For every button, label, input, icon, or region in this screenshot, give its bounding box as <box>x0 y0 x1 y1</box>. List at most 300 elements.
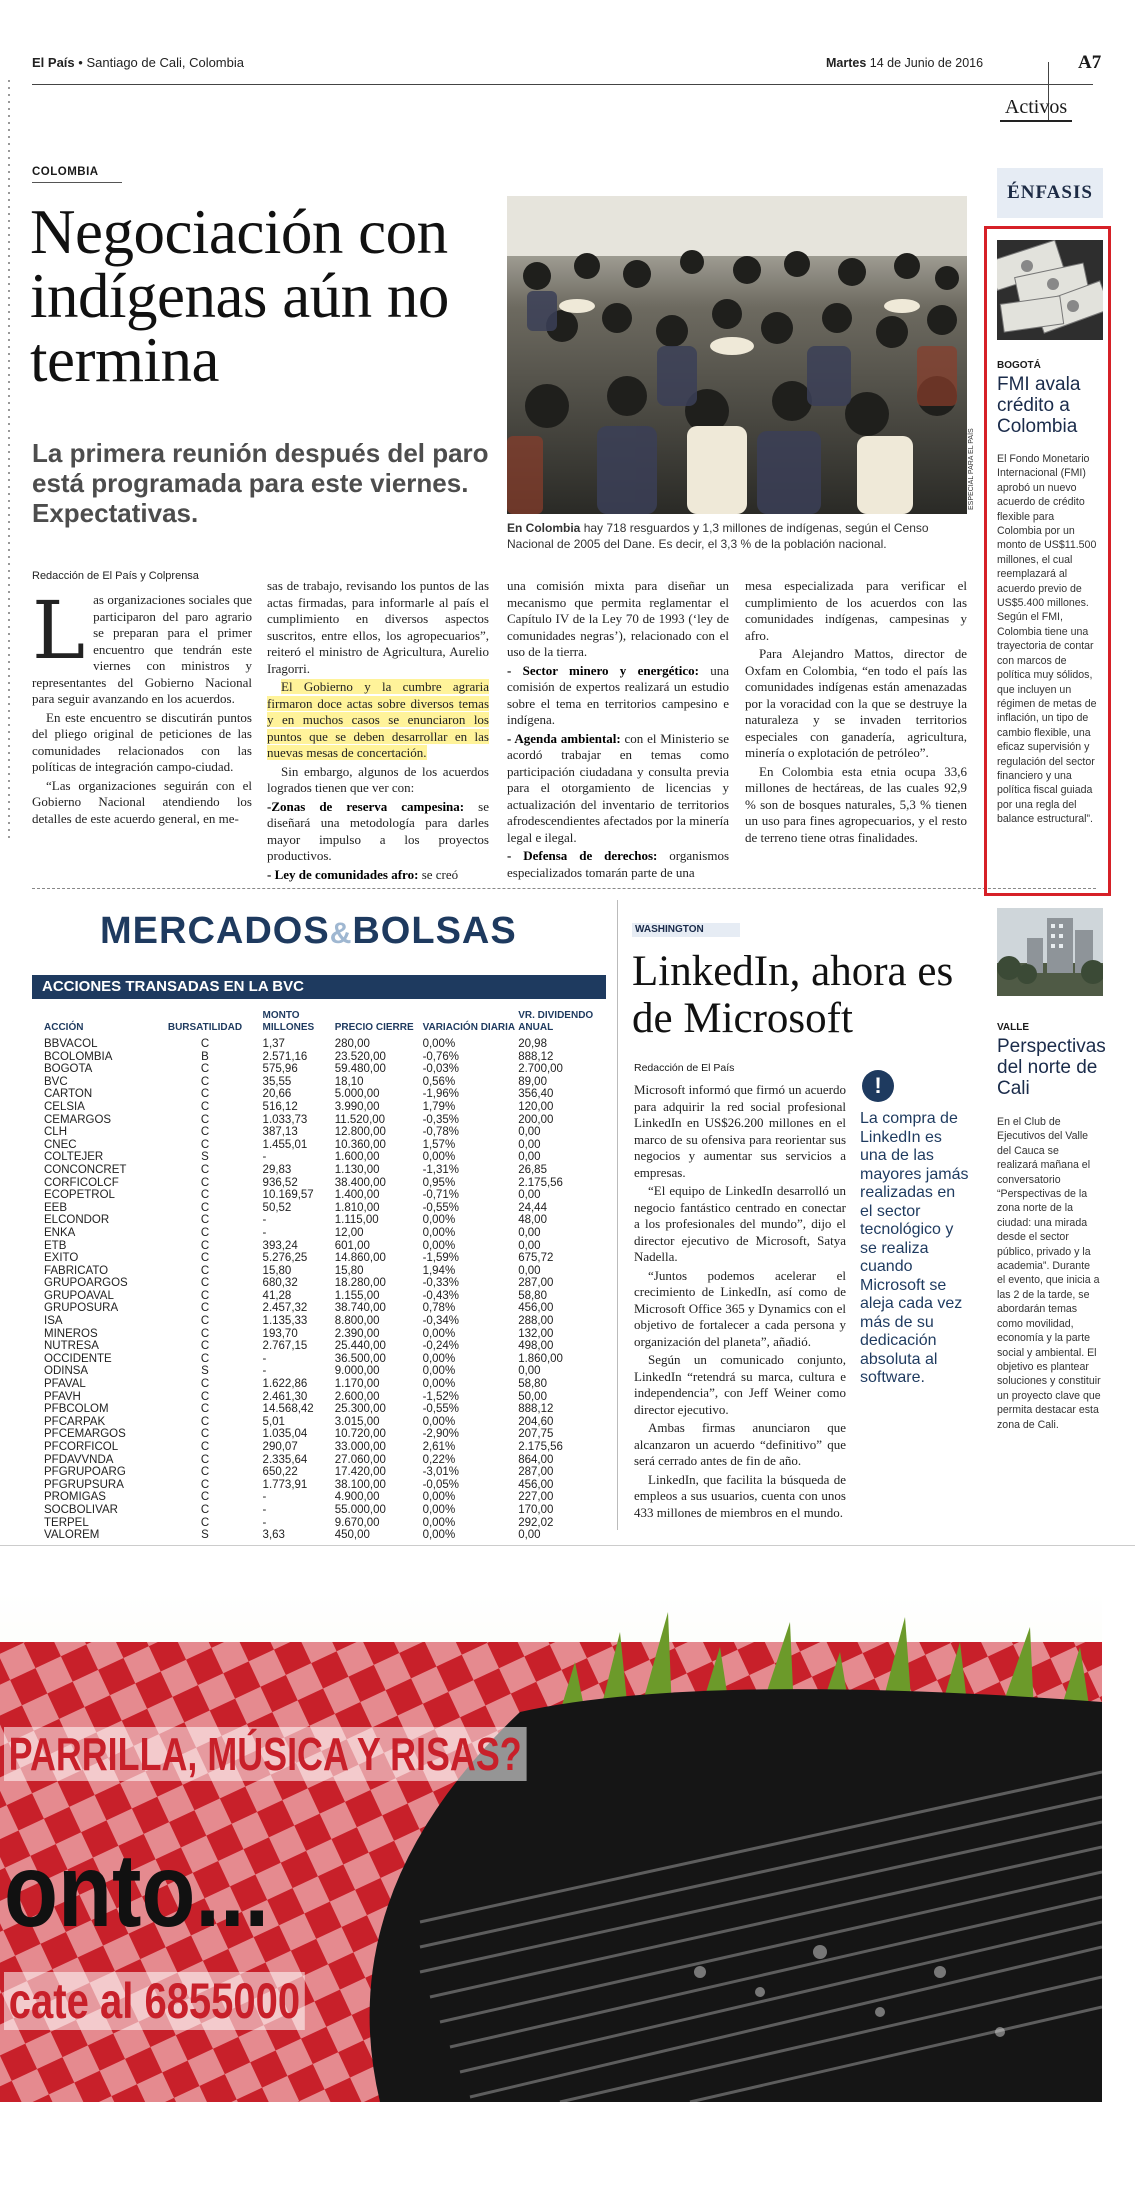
stock-cell: 0,00% <box>422 1038 456 1050</box>
ad-line2: onto... <box>4 1833 270 1949</box>
linkedin-p3: “Juntos podemos acelerar el crecimiento de LinkedIn, así como de Microsoft Office 365 y Dynamics con el objetivo de fortalecer a cada persona y organización del planeta”, añadió. <box>634 1267 846 1349</box>
stock-cell: 1.033,73 <box>262 1113 308 1126</box>
stock-cell: S <box>201 1529 209 1542</box>
crowd-photo <box>507 196 967 514</box>
linkedin-p5: Ambas firmas anunciaron que alcanzaron un acuerdo “definitivo” que será cerrado antes de fin de año. <box>634 1420 846 1468</box>
stock-cell: -1,59% <box>422 1252 459 1265</box>
publication-location: Santiago de Cali, Colombia <box>86 55 244 70</box>
stock-cell: 14.860,00 <box>334 1252 386 1265</box>
stock-cell: 1.622,86 <box>262 1378 308 1391</box>
stock-cell: C <box>200 1088 210 1101</box>
stock-cell: -0,34% <box>422 1315 459 1328</box>
stock-cell: 0,78% <box>422 1302 456 1315</box>
folio-day: Martes <box>826 56 867 70</box>
stock-cell: 227,00 <box>518 1491 554 1504</box>
stock-cell: 89,00 <box>518 1075 547 1088</box>
stock-cell: 58,80 <box>518 1378 547 1391</box>
mercados-title-right: BOLSAS <box>352 910 517 952</box>
stock-row <box>32 1202 606 1215</box>
stock-cell: 2.600,00 <box>334 1390 380 1403</box>
stock-cell: C <box>200 1441 210 1453</box>
stock-cell: 888,12 <box>518 1403 554 1416</box>
publication-name: El País <box>32 55 75 70</box>
stock-cell: C <box>200 1428 210 1441</box>
stock-row <box>32 1139 606 1152</box>
stock-cell: C <box>200 1126 210 1139</box>
stock-cell: 58,80 <box>518 1289 547 1302</box>
col-dividendo: VR. DIVIDENDO ANUAL <box>518 1010 594 1033</box>
stock-cell: 356,40 <box>518 1088 554 1101</box>
section-name: Activos <box>1000 96 1072 122</box>
stock-cell: C <box>200 1415 210 1428</box>
valle-headline: Perspectivas del norte de Cali <box>997 1036 1106 1099</box>
stock-cell: 0,00 <box>518 1126 541 1139</box>
stock-cell: 575,96 <box>262 1063 298 1076</box>
stock-cell: 0,00 <box>518 1226 541 1239</box>
stock-cell: 601,00 <box>334 1239 370 1252</box>
stock-cell: 0,00 <box>518 1529 541 1542</box>
stock-cell: 456,00 <box>518 1478 554 1491</box>
stock-cell: PFBCOLOM <box>44 1403 109 1416</box>
stock-cell: 15,80 <box>262 1264 292 1277</box>
stock-cell: ECOPETROL <box>44 1189 115 1202</box>
stock-cell: -0,43% <box>422 1289 459 1302</box>
stock-cell: 20,98 <box>518 1038 547 1050</box>
stock-cell: 170,00 <box>518 1503 554 1516</box>
story-col4-p3: En Colombia esta etnia ocupa 33,6 millones de hectáreas, de las cuales 92,9 % son de bosques naturales, 5,3 % tienen un uso para fines agropecuarios, y el resto de terreno tiene otras finalidades. <box>745 763 967 845</box>
stock-row <box>32 1177 606 1190</box>
stock-cell: CELSIA <box>44 1100 85 1113</box>
stock-row <box>32 1416 606 1429</box>
stock-cell: -1,31% <box>422 1163 459 1176</box>
stock-cell: 516,12 <box>262 1100 298 1113</box>
stock-cell: C <box>200 1189 210 1202</box>
stock-row <box>32 1353 606 1366</box>
stock-cell: ELCONDOR <box>44 1214 110 1227</box>
stock-row <box>32 1076 606 1089</box>
stock-cell: -1,52% <box>422 1390 459 1403</box>
stock-cell: 35,55 <box>262 1075 292 1088</box>
enfasis-title: ÉNFASIS <box>997 168 1103 218</box>
stock-cell: 0,00% <box>422 1226 456 1239</box>
stock-cell: 59.480,00 <box>334 1063 386 1076</box>
stock-table <box>32 1006 606 1542</box>
stock-row <box>32 1302 606 1315</box>
stock-cell: 287,00 <box>518 1277 554 1290</box>
stock-cell: C <box>200 1516 210 1529</box>
stock-row <box>32 1063 606 1076</box>
stock-cell: 10.169,57 <box>262 1189 314 1202</box>
stock-cell: - <box>262 1365 267 1378</box>
stock-row <box>32 1403 606 1416</box>
stock-cell: CARTON <box>44 1088 93 1101</box>
stock-cell: 38.100,00 <box>334 1478 386 1491</box>
col-bursatilidad: BURSATILIDAD <box>167 1022 243 1033</box>
highlighted-passage: El Gobierno y la cumbre agraria firmaron doce actas sobre diversos temas y en muchos casos se enunciaron los puntos que se deben desarrollar en las nuevas mesas de concertación. <box>267 679 489 760</box>
stock-cell: C <box>200 1478 210 1491</box>
point-reserva-label: -Zonas de reserva campesina: <box>267 798 465 814</box>
stock-cell: 498,00 <box>518 1340 554 1353</box>
page-number: A7 <box>1078 52 1102 73</box>
stock-cell: GRUPOSURA <box>44 1302 119 1315</box>
stock-cell: 20,66 <box>262 1088 292 1101</box>
stock-cell: C <box>200 1163 210 1176</box>
ad-divider <box>0 1545 1135 1546</box>
stock-cell: 38.400,00 <box>334 1176 386 1189</box>
stock-cell: 0,00% <box>422 1503 456 1516</box>
linkedin-headline: LinkedIn, ahora es de Microsoft <box>632 948 954 1042</box>
stock-cell: TERPEL <box>44 1516 89 1529</box>
stock-cell: 0,00% <box>422 1415 456 1428</box>
stock-row <box>32 1454 606 1467</box>
stock-cell: 2.335,64 <box>262 1453 308 1466</box>
stock-cell: PFDAVVNDA <box>44 1453 114 1466</box>
stock-cell: C <box>200 1264 210 1277</box>
photo-caption <box>507 520 967 552</box>
stock-cell: 0,00% <box>422 1516 456 1529</box>
stock-cell: 280,00 <box>334 1038 370 1050</box>
enfasis-headline: FMI avala crédito a Colombia <box>997 374 1081 437</box>
stock-row <box>32 1466 606 1479</box>
stock-cell: 1.810,00 <box>334 1201 380 1214</box>
stock-cell: 0,00% <box>422 1529 456 1542</box>
stock-cell: 287,00 <box>518 1466 554 1479</box>
stock-cell: 10.360,00 <box>334 1138 386 1151</box>
stock-cell: 1,94% <box>422 1264 456 1277</box>
stock-cell: 0,56% <box>422 1075 456 1088</box>
stock-cell: 680,32 <box>262 1277 298 1290</box>
stock-cell: 2.461,30 <box>262 1390 308 1403</box>
stock-cell: C <box>200 1453 210 1466</box>
stock-cell: 0,00% <box>422 1378 456 1391</box>
stock-cell: 1.773,91 <box>262 1478 308 1491</box>
stock-cell: C <box>200 1038 210 1050</box>
stock-cell: VALOREM <box>44 1529 100 1542</box>
stock-cell: 864,00 <box>518 1453 554 1466</box>
stock-cell: 387,13 <box>262 1126 298 1139</box>
stock-cell: C <box>200 1289 210 1302</box>
stock-cell: 292,02 <box>518 1516 554 1529</box>
exclamation-icon: ! <box>862 1070 894 1102</box>
stock-cell: -0,03% <box>422 1063 459 1076</box>
stock-cell: -0,76% <box>422 1050 459 1063</box>
linkedin-kicker: WASHINGTON <box>632 923 740 937</box>
stock-cell: 450,00 <box>334 1529 370 1542</box>
stock-cell: 1,79% <box>422 1100 456 1113</box>
stock-row <box>32 1227 606 1240</box>
stock-cell: C <box>200 1327 210 1340</box>
point-minero-text: una comisión de expertos realizará un estudio sobre el tema en territorios campesino e indígena. <box>507 662 730 727</box>
stock-cell: 18.280,00 <box>334 1277 386 1290</box>
stock-cell: 1.130,00 <box>334 1163 380 1176</box>
stock-cell: 26,85 <box>518 1163 547 1176</box>
stock-cell: 0,00% <box>422 1327 456 1340</box>
stock-cell: -2,90% <box>422 1428 459 1441</box>
stock-cell: 36.500,00 <box>334 1352 386 1365</box>
stock-cell: 5,01 <box>262 1415 285 1428</box>
stock-cell: S <box>201 1365 209 1378</box>
stock-row <box>32 1428 606 1441</box>
story-photo <box>507 196 967 514</box>
stock-row <box>32 1164 606 1177</box>
point-minero-label: - Sector minero y energético: <box>507 662 699 678</box>
stock-cell: 14.568,42 <box>262 1403 314 1416</box>
stock-row <box>32 1441 606 1454</box>
stock-cell: 8.800,00 <box>334 1315 380 1328</box>
stock-cell: PROMIGAS <box>44 1491 106 1504</box>
stock-cell: 0,00 <box>518 1239 541 1252</box>
caption-text: hay 718 resguardos y 1,3 millones de indígenas, según el Censo Nacional de 2005 del Dane. Es decir, el 3,3 % de la población nacional. <box>507 521 929 551</box>
stock-cell: 2.767,15 <box>262 1340 308 1353</box>
stock-cell: 3,63 <box>262 1529 285 1542</box>
point-reserva-text: se diseñará una metodología para darles mayor impulso a los proyectos productivos. <box>267 798 489 863</box>
stock-cell: 0,00 <box>518 1151 541 1164</box>
linkedin-p2: “El equipo de LinkedIn desarrolló un negocio fantástico centrado en conectar a los profesionales del mundo”, dijo el director ejecutivo de Microsoft, Satya Nadella. <box>634 1183 846 1264</box>
point-afro-label: - Ley de comunidades afro: <box>267 866 419 882</box>
stock-cell: 11.520,00 <box>334 1113 386 1126</box>
stock-cell: C <box>200 1063 210 1076</box>
stock-cell: 2.700,00 <box>518 1063 563 1076</box>
stock-cell: C <box>200 1466 210 1479</box>
grill-ad[interactable] <box>0 1592 1102 2102</box>
enfasis-photo <box>997 240 1103 340</box>
stock-cell: PFCEMARGOS <box>44 1428 126 1441</box>
story-byline: Redacción de El País y Colprensa <box>32 570 199 582</box>
col-precio: PRECIO CIERRE <box>334 1022 414 1033</box>
stock-cell: -3,01% <box>422 1466 459 1479</box>
stock-cell: C <box>200 1100 210 1113</box>
stock-cell: 650,22 <box>262 1466 298 1479</box>
point-ambiental-text: con el Ministerio se acordó trabajar en temas como participación ciudadana y consulta previa para el otorgamiento de licencias y actualización del inventario de territorios afrodescendientes afectados por la minería legal e ilegal. <box>507 730 729 845</box>
ad-line1: PARRILLA, MÚSICA Y RISAS? <box>4 1727 526 1781</box>
stock-row <box>32 1391 606 1404</box>
stock-cell: 207,75 <box>518 1428 554 1441</box>
stock-row <box>32 1126 606 1139</box>
stock-cell: ETB <box>44 1239 67 1252</box>
stock-cell: EXITO <box>44 1252 79 1265</box>
stock-cell: 2.175,56 <box>518 1176 563 1189</box>
stock-row <box>32 1290 606 1303</box>
story-col-1 <box>32 584 252 829</box>
stock-cell: 0,00% <box>422 1491 456 1504</box>
stock-cell: - <box>262 1151 267 1164</box>
folio-left: El País • Santiago de Cali, Colombia <box>32 55 244 70</box>
stock-row <box>32 1189 606 1202</box>
stock-cell: -0,24% <box>422 1340 459 1353</box>
story-col1-p1: as organizaciones sociales que participaron del paro agrario se preparan para el primer encuentro que tendrán este viernes con ministros y representantes del Gobierno Nacional para seguir avanzando en los acuerdos. <box>32 592 252 706</box>
stock-cell: 1.400,00 <box>334 1189 380 1202</box>
stock-row <box>32 1101 606 1114</box>
stock-cell: 17.420,00 <box>334 1466 386 1479</box>
stock-cell: 25.440,00 <box>334 1340 386 1353</box>
stock-row <box>32 1328 606 1341</box>
stock-cell: 0,00 <box>518 1365 541 1378</box>
stock-cell: -0,35% <box>422 1113 459 1126</box>
point-derechos-text: organismos especializados tomarán parte de una <box>507 848 730 880</box>
stock-cell: 193,70 <box>262 1327 298 1340</box>
stock-cell: ODINSA <box>44 1365 89 1378</box>
folio-date-text: 14 de Junio de 2016 <box>869 56 984 70</box>
stock-cell: 3.990,00 <box>334 1100 380 1113</box>
stock-cell: 2.457,32 <box>262 1302 308 1315</box>
stock-cell: 288,00 <box>518 1315 554 1328</box>
header-rule <box>32 84 1093 85</box>
binding-edge <box>8 80 10 840</box>
stock-cell: 29,83 <box>262 1163 292 1176</box>
stock-cell: C <box>200 1075 210 1088</box>
story-col1-p2: En este encuentro se discutirán puntos del pliego original de peticiones de las comunidades relacionados con las políticas de integración campo-ciudad. <box>32 709 252 774</box>
stock-cell: 0,00 <box>518 1138 541 1151</box>
story-col1-p3: “Las organizaciones seguirán con el Gobierno Nacional atendiendo los detalles de este acuerdo general, en me- <box>32 777 252 826</box>
valle-photo <box>997 908 1103 996</box>
stock-cell: 5.000,00 <box>334 1088 380 1101</box>
stock-cell: 4.900,00 <box>334 1491 380 1504</box>
stock-cell: C <box>200 1503 210 1516</box>
enfasis-body: El Fondo Monetario Internacional (FMI) aprobó un nuevo acuerdo de crédito flexible para Colombia por un monto de US$11.500 millones, el cual reemplazará al acuerdo previo de US$5.400 millones. Según el FMI, Colombia tiene una trayectoria de contar con marcos de política muy sólidos, que incluyen un régimen de metas de inflación, un tipo de cambio flexible, una eficaz supervisión y regulación del sector financiero y una política fiscal guiada por una regla del balance estructural”. <box>997 453 1097 826</box>
stock-cell: 120,00 <box>518 1100 554 1113</box>
stock-cell: NUTRESA <box>44 1340 99 1353</box>
stock-row <box>32 1114 606 1127</box>
stock-cell: 0,22% <box>422 1453 456 1466</box>
stock-row <box>32 1277 606 1290</box>
stock-cell: 1.455,01 <box>262 1138 308 1151</box>
linkedin-p4: Según un comunicado conjunto, LinkedIn “retendrá su marca, cultura e independencia”, con Jeff Weiner como director ejecutivo. <box>634 1352 846 1417</box>
linkedin-p1: Microsoft informó que firmó un acuerdo para adquirir la red social profesional LinkedIn en US$26.200 millones en el marco de su ofensiva para reorientar sus negocios y aumentar sus servicios a empresas. <box>634 1082 846 1180</box>
stock-cell: -0,78% <box>422 1126 459 1139</box>
mercados-bar: ACCIONES TRANSADAS EN LA BVC <box>32 975 606 999</box>
stock-cell: SOCBOLIVAR <box>44 1503 118 1516</box>
story-col-4 <box>745 578 967 848</box>
drop-cap: L <box>32 584 86 677</box>
stock-row <box>32 1479 606 1492</box>
stock-cell: EEB <box>44 1201 68 1214</box>
money-bills-icon <box>997 240 1103 340</box>
stock-cell: 23.520,00 <box>334 1050 386 1063</box>
stock-cell: 25.300,00 <box>334 1403 386 1416</box>
stock-cell: CORFICOLCF <box>44 1176 119 1189</box>
point-ambiental-label: - Agenda ambiental: <box>507 730 621 746</box>
stock-cell: 27.060,00 <box>334 1453 386 1466</box>
stock-cell: 12,00 <box>334 1226 364 1239</box>
stock-cell: 2,61% <box>422 1441 456 1453</box>
ad-line3: cate al 6855000 <box>4 1972 305 2030</box>
stock-cell: 12.800,00 <box>334 1126 386 1139</box>
stock-row <box>32 1265 606 1278</box>
stock-cell: GRUPOAVAL <box>44 1289 114 1302</box>
stock-row <box>32 1517 606 1530</box>
stock-cell: 0,00% <box>422 1151 456 1164</box>
stock-cell: 675,72 <box>518 1252 554 1265</box>
stock-cell: 1.600,00 <box>334 1151 380 1164</box>
stock-table-header <box>32 1006 606 1038</box>
stock-cell: C <box>200 1378 210 1391</box>
column-divider-mid <box>617 900 618 1530</box>
stock-cell: BOGOTA <box>44 1063 93 1076</box>
stock-cell: C <box>200 1340 210 1353</box>
folio-date <box>826 56 983 70</box>
stock-cell: 1,57% <box>422 1138 456 1151</box>
stock-cell: PFCARPAK <box>44 1415 106 1428</box>
stock-cell: 18,10 <box>334 1075 364 1088</box>
stock-cell: C <box>200 1302 210 1315</box>
stock-cell: 15,80 <box>334 1264 364 1277</box>
stock-cell: - <box>262 1491 267 1504</box>
stock-cell: C <box>200 1252 210 1265</box>
section-divider-1 <box>32 888 1096 889</box>
story-col4-p2: Para Alejandro Mattos, director de Oxfam en Colombia, “en todo el país las comunidades indígenas están amenazadas por la voracidad con la que se destruye la naturaleza y se invaden territorios especiales con ganadería, agricultura, minería o explotación de petróleo”. <box>745 646 967 760</box>
stock-cell: 48,00 <box>518 1214 547 1227</box>
col-accion: ACCIÓN <box>44 1022 84 1033</box>
stock-row <box>32 1151 606 1164</box>
stock-cell: 200,00 <box>518 1113 554 1126</box>
stock-cell: 290,07 <box>262 1441 298 1453</box>
stock-cell: C <box>200 1214 210 1227</box>
stock-cell: BVC <box>44 1075 68 1088</box>
stock-cell: CLH <box>44 1126 68 1139</box>
story-col3-p1: una comisión mixta para diseñar un mecanismo que permita reglamentar el Capítulo IV de la Ley 70 de 1993 (‘ley de comunidades negras’), relacionado con el uso de la tierra. <box>507 578 729 659</box>
stock-cell: - <box>262 1352 267 1365</box>
stock-cell: 456,00 <box>518 1302 554 1315</box>
stock-cell: 10.720,00 <box>334 1428 386 1441</box>
stock-cell: -0,71% <box>422 1189 459 1202</box>
stock-cell: CONCONCRET <box>44 1163 127 1176</box>
valle-kicker: VALLE <box>997 1022 1030 1033</box>
stock-cell: C <box>200 1315 210 1328</box>
stock-cell: 0,00% <box>422 1352 456 1365</box>
stock-cell: 1,37 <box>262 1038 285 1050</box>
stock-rows <box>32 1038 606 1542</box>
stock-row <box>32 1252 606 1265</box>
stock-cell: 9.670,00 <box>334 1516 380 1529</box>
stock-row <box>32 1051 606 1064</box>
stock-cell: C <box>200 1138 210 1151</box>
stock-cell: -1,96% <box>422 1088 459 1101</box>
stock-cell: C <box>200 1277 210 1290</box>
story-subhead: La primera reunión después del paro está programada para este viernes. Expectativas. <box>32 438 489 528</box>
stock-cell: CEMARGOS <box>44 1113 112 1126</box>
stock-cell: ISA <box>44 1315 63 1328</box>
stock-cell: C <box>200 1352 210 1365</box>
stock-cell: 24,44 <box>518 1201 547 1214</box>
stock-cell: 2.571,16 <box>262 1050 308 1063</box>
stock-cell: 33.000,00 <box>334 1441 386 1453</box>
stock-cell: 38.740,00 <box>334 1302 386 1315</box>
stock-cell: - <box>262 1503 267 1516</box>
stock-cell: C <box>200 1390 210 1403</box>
point-derechos-label: - Defensa de derechos: <box>507 848 658 863</box>
mercados-title-left: MERCADOS <box>100 910 330 952</box>
stock-cell: 0,00% <box>422 1214 456 1227</box>
story-col2-p3: Sin embargo, algunos de los acuerdos logrados tienen que ver con: <box>267 763 489 795</box>
stock-cell: MINEROS <box>44 1327 98 1340</box>
stock-cell: 132,00 <box>518 1327 554 1340</box>
story-col-3 <box>507 578 729 883</box>
stock-cell: -0,55% <box>422 1201 459 1214</box>
stock-row <box>32 1315 606 1328</box>
photo-credit: ESPECIAL PARA EL PAÍS <box>968 428 975 510</box>
stock-cell: 50,00 <box>518 1390 547 1403</box>
stock-cell: -0,55% <box>422 1403 459 1416</box>
stock-cell: OCCIDENTE <box>44 1352 112 1365</box>
stock-cell: C <box>200 1491 210 1504</box>
stock-row <box>32 1088 606 1101</box>
stock-cell: 55.000,00 <box>334 1503 386 1516</box>
story-col2-p1: sas de trabajo, revisando los puntos de las actas firmadas, para informarle al país el cumplimiento en diversos aspectos suscritos, entre ellos, los agropecuarios”, reiteró el ministro de Agricultura, Aurelio Iragorri. <box>267 578 489 676</box>
stock-cell: - <box>262 1516 267 1529</box>
point-afro-text: se creó <box>421 866 459 882</box>
stock-cell: 2.390,00 <box>334 1327 380 1340</box>
stock-cell: PFGRUPSURA <box>44 1478 124 1491</box>
